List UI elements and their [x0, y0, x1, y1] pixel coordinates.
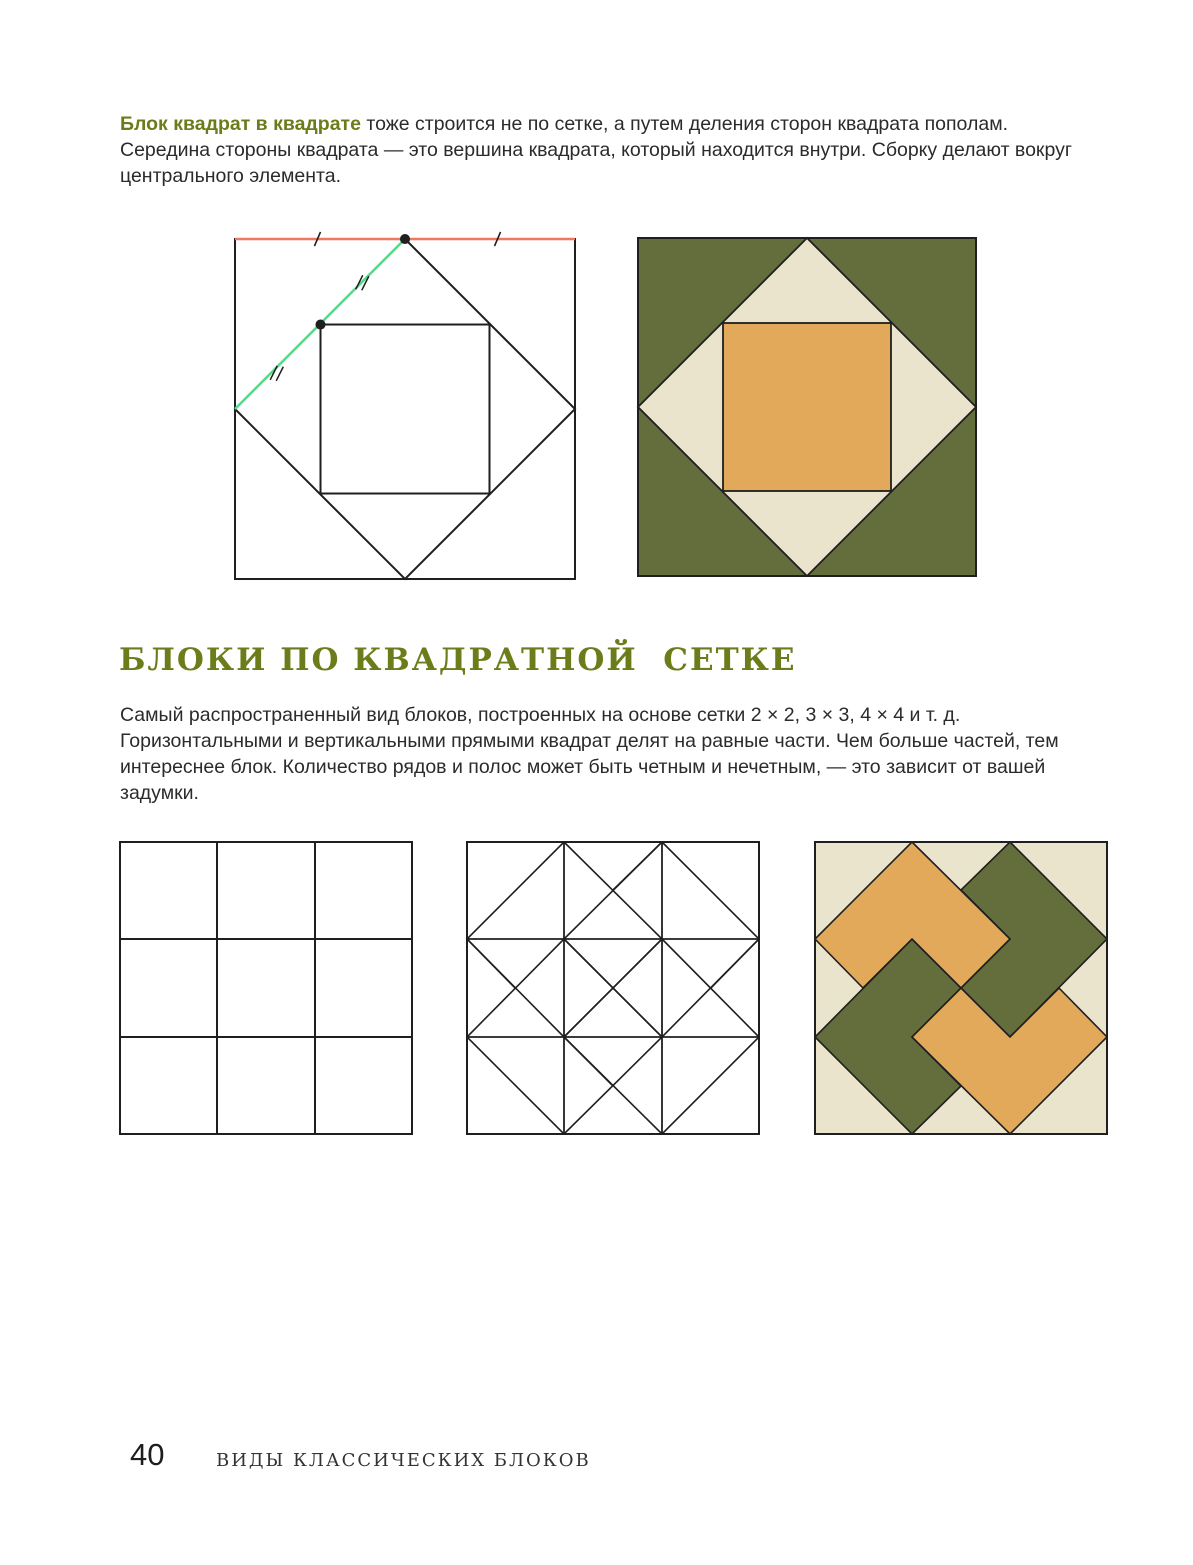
section-heading: БЛОКИ ПО КВАДРАТНОЙ СЕТКЕ	[119, 642, 797, 678]
vertex-dot	[315, 319, 325, 329]
outer-square-outline	[235, 239, 575, 579]
orange-center-square	[723, 323, 891, 491]
square-in-square-construction	[234, 236, 576, 578]
intro-paragraph	[120, 111, 1100, 189]
grid-lines	[120, 842, 412, 1134]
diamond-outline	[235, 239, 575, 579]
running-title: ВИДЫ КЛАССИЧЕСКИХ БЛОКОВ	[216, 1450, 591, 1471]
knot-block-colored	[814, 841, 1108, 1135]
pattern-diagonals	[467, 842, 759, 1134]
grid-3x3-diagram	[119, 841, 413, 1135]
intro-text: тоже строится не по сетке, а путем деления сторон квадрата пополам. Середина стороны квадрата — это вершина квадрата, который находится внутри. Сборку делают вокруг центрального элемента.	[120, 113, 1072, 187]
page-number: 40	[130, 1437, 165, 1472]
inner-square-outline	[321, 325, 490, 494]
intro-lead: Блок квадрат в квадрате	[120, 113, 361, 135]
square-in-square-colored	[637, 237, 977, 577]
section-body: Самый распространенный вид блоков, построенных на основе сетки 2 × 2, 3 × 3, 4 × 4 и т. д. Горизонтальными и вертикальными прямыми квадрат делят на равные части. Чем больше частей, тем интереснее блок. Количество рядов и полос может быть четным и нечетным, — это зависит от вашей задумки.	[120, 704, 1059, 804]
grid-outline	[120, 842, 412, 1134]
grid-pattern-diagram	[466, 841, 760, 1135]
midpoint-dot	[400, 234, 410, 244]
